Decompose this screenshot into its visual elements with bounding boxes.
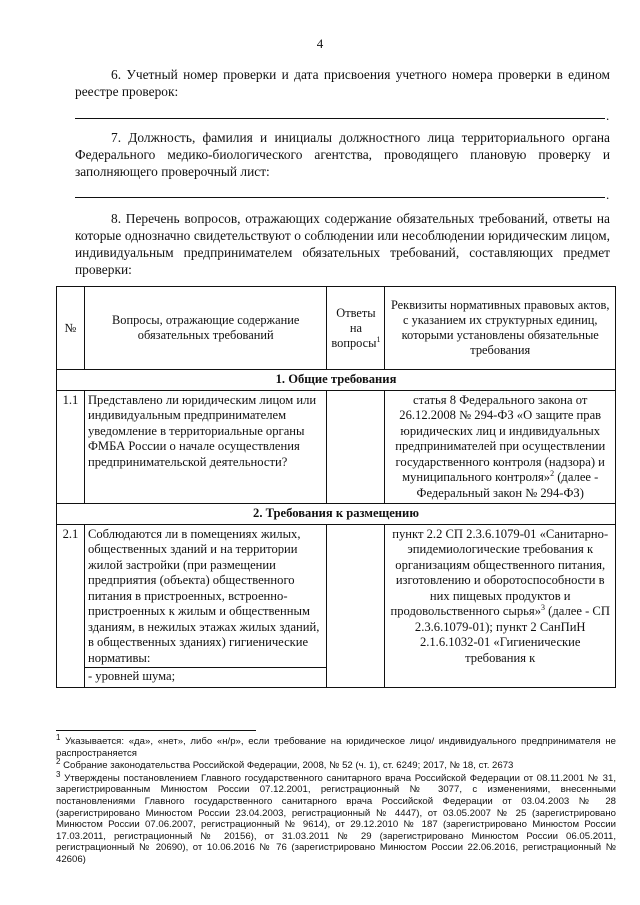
footnote-separator xyxy=(56,730,256,731)
footnote-2-text: Собрание законодательства Российской Федерации, 2008, № 52 (ч. 1), ст. 6249; 2017, № 18, ст. 2673 xyxy=(60,760,514,772)
row-1-1-footnote-mark: 2 xyxy=(550,468,555,478)
paragraph-6-text: 6. Учетный номер проверки и дата присвоения учетного номера проверки в едином реестре проверок: xyxy=(75,67,610,99)
header-questions: Вопросы, отражающие содержание обязательных требований xyxy=(84,287,327,370)
row-1-1-answer xyxy=(327,390,385,504)
row-1-1-question: Представлено ли юридическим лицом или индивидуальным предпринимателем уведомление в территориальные органы ФМБА России о начале осуществления предпринимательской деятельности? xyxy=(84,390,327,504)
section-row xyxy=(57,504,616,525)
row-1-1-requisites xyxy=(385,390,616,504)
row-1-1-req-text-tail: (далее - Федеральный закон № 294-ФЗ) xyxy=(416,470,599,500)
row-2-1-question xyxy=(84,524,327,687)
footnote-1-mark: 1 xyxy=(56,732,61,742)
footnotes xyxy=(56,732,616,867)
header-num: № xyxy=(57,287,85,370)
paragraph-8 xyxy=(75,210,610,278)
row-1-1-num: 1.1 xyxy=(57,390,85,504)
section-2-title: 2. Требования к размещению xyxy=(57,504,616,525)
row-2-1-subitem: - уровней шума; xyxy=(85,667,327,685)
header-answers-text: Ответы на вопросы xyxy=(331,305,377,350)
footnote-3-text: Утверждены постановлением Главного государственного санитарного врача Российской Федерации от 08.11.2001 № 31, зарегистрированным Минюстом России 07.12.2001, регистрационный № 3077, с изменениями, внесенными постановлениями Главного государственного санитарного врача Российской Федерации от 03.04.2003 № 28 (зарегистрировано Минюстом России 23.04.2003, регистрационный № 4447), от 03.05.2007 № 25 (зарегистрировано Минюстом России 07.06.2007, регистрационный № 9614), от 29.12.2010 № 187 (зарегистрировано Минюстом России 17.03.2011, регистрационный № 20156), от 31.03.2011 № 29 (зарегистрировано Минюстом России 06.05.2011, регистрационный № 20690), от 10.06.2016 № 76 (зарегистрировано Минюстом России 22.06.2016, регистрационный № 42606) xyxy=(56,772,616,865)
requirements-table xyxy=(56,286,616,688)
row-2-1-num: 2.1 xyxy=(57,524,85,687)
row-2-1-req-text-tail: (далее - СП 2.3.6.1079-01); пункт 2 СанПиН 2.1.6.1032-01 «Гигиенические требования к xyxy=(414,604,610,665)
footnote-1 xyxy=(56,732,616,759)
footnote-3-mark: 3 xyxy=(56,769,61,779)
footnote-2-mark: 2 xyxy=(56,757,61,766)
section-row xyxy=(57,370,616,391)
header-requisites: Реквизиты нормативных правовых актов, с указанием их структурных единиц, которыми установлены обязательные требования xyxy=(385,287,616,370)
paragraph-7-fill-line xyxy=(75,197,605,198)
header-answers xyxy=(327,287,385,370)
paragraph-6 xyxy=(75,66,610,100)
table-row xyxy=(57,524,616,687)
footnote-1-text: Указывается: «да», «нет», либо «н/р», если требование на юридическое лицо/ индивидуального предпринимателя не распространяется xyxy=(56,736,616,759)
paragraph-6-fill-line xyxy=(75,118,605,119)
row-1-1-req-text: статья 8 Федерального закона от 26.12.2008 № 294-ФЗ «О защите прав юридических лиц и индивидуальных предпринимателей при осуществлении государственного контроля (надзора) и муниципального контроля» xyxy=(395,392,606,484)
table-header-row xyxy=(57,287,616,370)
page-number: 4 xyxy=(316,36,324,51)
row-2-1-footnote-mark: 3 xyxy=(541,602,546,612)
paragraph-8-text: 8. Перечень вопросов, отражающих содержание обязательных требований, ответы на которые однозначно свидетельствуют о соблюдении или несоблюдении юридическим лицом, индивидуальным предпринимателем обязательных требований, составляющих предмет проверки: xyxy=(75,211,610,277)
section-1-title: 1. Общие требования xyxy=(57,370,616,391)
row-2-1-question-text: Соблюдаются ли в помещениях жилых, общественных зданий и на территории жилой застройки (при размещении предприятия (объекта) общественного питания в пристроенных, встроенно-пристроенных к жилым и общественным зданиям, в нежилых этажах жилых зданий, в общественных зданиях) гигиенические нормативы: xyxy=(87,526,320,665)
row-2-1-requisites xyxy=(385,524,616,687)
paragraph-7 xyxy=(75,129,610,180)
paragraph-7-end-dot: . xyxy=(606,187,610,202)
footnote-3 xyxy=(56,769,616,866)
row-2-1-answer xyxy=(327,524,385,687)
row-2-1-req-text: пункт 2.2 СП 2.3.6.1079-01 «Санитарно-эпидемиологические требования к организациям общественного питания, изготовлению и оборотоспособности в них пищевых продуктов и продовольственного сырья» xyxy=(390,526,609,618)
header-answers-footnote-mark: 1 xyxy=(376,334,381,344)
paragraph-6-end-dot: . xyxy=(606,108,610,123)
paragraph-7-text: 7. Должность, фамилия и инициалы должностного лица территориального органа Федерального медико-биологического агентства, проводящего плановую проверку и заполняющего проверочный лист: xyxy=(75,130,610,179)
footnote-2 xyxy=(56,757,616,772)
table-row xyxy=(57,390,616,504)
